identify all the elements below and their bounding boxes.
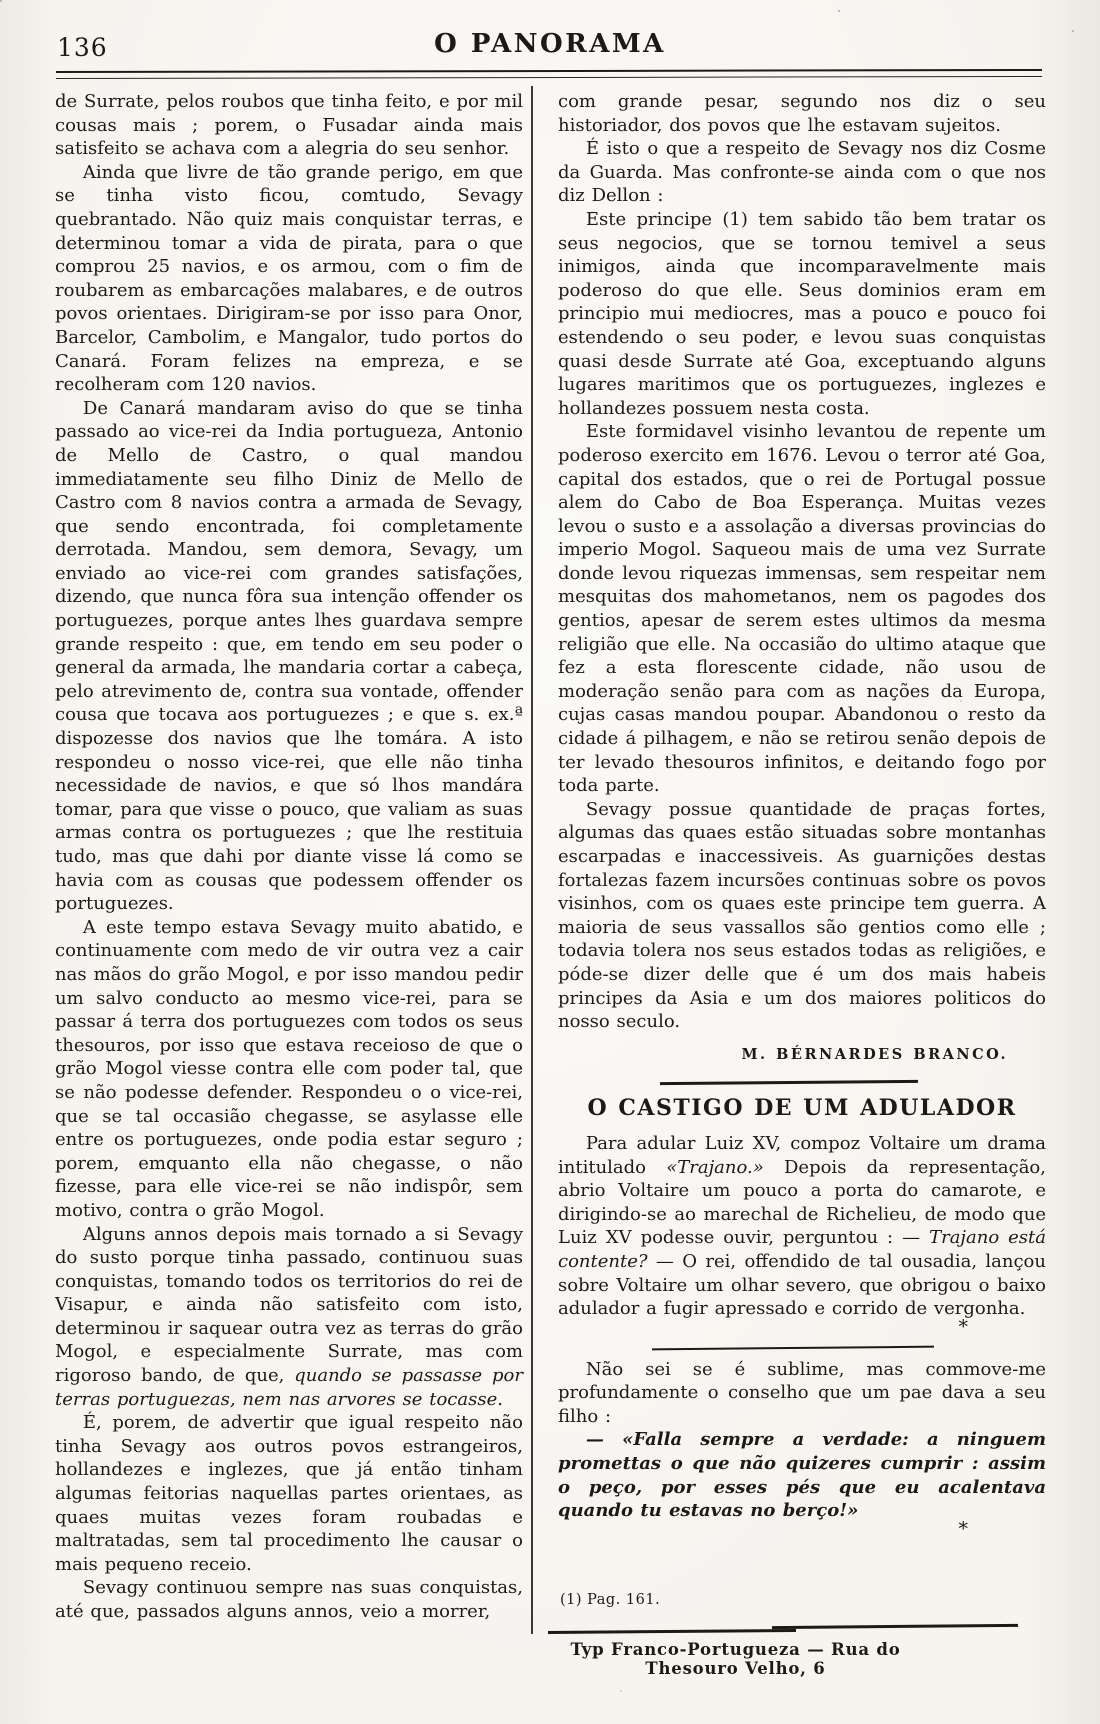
asterisk-mark: *: [958, 1517, 968, 1540]
italic-phrase: quando se passasse por terras portuguezas, nem nas arvores se tocasse.: [55, 1365, 523, 1410]
left-column: [55, 90, 523, 1624]
paragraph: De Canará mandaram aviso do que se tinha passado ao vice-rei da India portugueza, Antonio de Mello de Castro, o qual mandou immediatamente seu filho Diniz de Mello de Castro com 8 navios contra a armada de Sevagy, que sendo encontrada, foi completamente derrotada. Mandou, sem demora, Sevagy, um enviado ao vice-rei com grandes satisfações, dizendo, que nunca fôra sua intenção offender os portuguezes, porque antes lhes guardava sempre grande respeito : que, em tendo em seu poder o general da armada, lhe mandaria cortar a cabeça, pelo atrevimento de, contra sua vontade, offender cousa que tocava aos portuguezes ; e que s. ex.ª dispozesse dos navios que lhe tomára. A isto respondeu o nosso vice-rei, que elle não tinha necessidade de navios, e que só lhos mandára tomar, para que visse o pouco, que valiam as suas armas contra os portuguezes ; que lhe restituia tudo, mas que dahi por diante visse lá como se havia com as cousas que podessem offender os portuguezes.: [55, 397, 523, 915]
section-divider-rule: [652, 1345, 934, 1350]
paragraph-text: — O rei, offendido de tal ousadia, lançou sobre Voltaire um olhar severo, que obrigou o baixo adulador a fugir apressado e corrido de vergonha.: [558, 1250, 1046, 1320]
section-divider-rule: [660, 1080, 918, 1085]
paragraph: Este principe (1) tem sabido tão bem tratar os seus negocios, que se tornou temivel a seus inimigos, ainda que incomparavelmente mais poderoso do que elle. Seus dominios eram em principio mui mediocres, mas a pouco e pouco foi estendendo o seu poder, e levou suas conquistas quasi desde Surrate até Goa, exceptuando alguns lugares maritimos que os portuguezes, inglezes e hollandezes possuem nesta costa.: [558, 208, 1046, 419]
masthead-title: O PANORAMA: [434, 29, 666, 59]
page-number: 136: [57, 33, 108, 62]
column-divider-rule: [531, 86, 533, 1634]
right-column: [558, 90, 1046, 1586]
paragraph: Sevagy continuou sempre nas suas conquistas, até que, passados alguns annos, veio a morrer,: [55, 1577, 523, 1622]
paper-specks: [0, 0, 2, 2]
header-double-rule: [56, 69, 1042, 79]
paragraph: de Surrate, pelos roubos que tinha feito, e por mil cousas mais ; porem, o Fusadar ainda mais satisfeito se achava com a alegria do seu senhor.: [55, 91, 523, 160]
paragraph: É isto o que a respeito de Sevagy nos diz Cosme da Guarda. Mas confronte-se ainda com o que nos diz Dellon :: [558, 138, 1046, 207]
paragraph: com grande pesar, segundo nos diz o seu historiador, dos povos que lhe estavam sujeitos.: [558, 91, 1046, 136]
italic-quote: Trajano está contente?: [558, 1227, 1046, 1272]
paragraph-text: Alguns annos depois mais tornado a si Sevagy do susto porque tinha passado, continuou suas conquistas, tomando todos os territorios do rei de Visapur, e ainda não satisfeito com isto, determinou ir saquear outra vez as terras do grão Mogol, e especialmente Surrate, mas com rigoroso bando, de que,: [55, 1223, 523, 1387]
paragraph-text: Depois da representação, abrio Voltaire um pouco a porta do camarote, e dirigindo-se ao marechal de Richelieu, de modo que Luiz XV podesse ouvir, perguntou : —: [558, 1156, 1046, 1249]
article-heading: O CASTIGO DE UM ADULADOR: [587, 1095, 1017, 1122]
paragraph-text: Para adular Luiz XV, compoz Voltaire um drama intitulado: [558, 1132, 1046, 1178]
footer-rule: [772, 1624, 1018, 1629]
paragraph: É, porem, de advertir que igual respeito não tinha Sevagy aos outros povos estrangeiros, hollandezes e inglezes, que já então tinham algumas feitorias naquellas partes orientaes, as quaes muitas vezes foram roubadas e maltratadas, sem tal procedimento lhe causar o mais pequeno receio.: [55, 1412, 523, 1575]
paragraph: [55, 1223, 523, 1412]
paragraph: Este formidavel visinho levantou de repente um poderoso exercito em 1676. Levou o terror até Goa, capital dos estados, que o rei de Portugal possue alem do Cabo de Boa Esperança. Muitas vezes levou o susto e a assolação a diversas provincias do imperio Mogol. Saqueou mais de uma vez Surrate donde levou riquezas immensas, sem respeitar nem mesquitas dos mahometanos, nem os pagodes dos gentios, apesar de serem estes ultimos da mesma religião que elle. Na occasião do ultimo ataque que fez a esta florescente cidade, não usou de moderação senão para com as nações da Europa, cujas casas mandou poupar. Abandonou o resto da cidade á pilhagem, e não se retirou senão depois de ter levado thesouros infinitos, e deitando fogo por toda parte.: [558, 421, 1046, 797]
footer-rule: [548, 1629, 796, 1634]
paragraph: A este tempo estava Sevagy muito abatido, e continuamente com medo de vir outra vez a cair nas mãos do grão Mogol, e por isso mandou pedir um salvo conducto ao mesmo vice-rei, para se passar á terra dos portuguezes com todos os seus thesouros, por isso que estava receioso de que o grão Mogol viesse contra elle com poder tal, que se não podesse defender. Respondeu o o vice-rei, que se tal occasião chegasse, se asylasse elle entre os portuguezes, onde podia estar seguro ; porem, emquanto ella não chegasse, o não fizesse, para elle vice-rei se não indispôr, sem motivo, contra o grão Mogol.: [55, 916, 523, 1221]
paragraph: [558, 1132, 1046, 1321]
asterisk-mark: *: [958, 1315, 968, 1338]
italic-title: «Trajano.»: [666, 1156, 764, 1178]
block-quote: — «Falla sempre a verdade: a ninguem promettas o que não quizeres cumprir : assim o peço, por esses pés que eu acalentava quando tu estavas no berço!»: [558, 1429, 1046, 1522]
paragraph: Ainda que livre de tão grande perigo, em que se tinha visto ficou, comtudo, Sevagy quebrantado. Não quiz mais conquistar terras, e determinou tomar a vida de pirata, para o que comprou 25 navios, e os armou, com o fim de roubarem as embarcações malabares, e de outros povos orientaes. Dirigiram-se por isso para Onor, Barcelor, Cambolim, e Mangalor, tudo portos do Canará. Foram felizes na empreza, e se recolheram com 120 navios.: [55, 161, 523, 396]
author-signature: M. BÉRNARDES BRANCO.: [741, 1045, 1008, 1063]
footnote: (1) Pag. 161.: [560, 1592, 661, 1608]
printer-imprint: Typ Franco-Portugueza — Rua do Thesouro Velho, 6: [570, 1640, 901, 1678]
paragraph: Não sei se é sublime, mas commove-me profundamente o conselho que um pae dava a seu filho :: [558, 1358, 1046, 1427]
paragraph: Sevagy possue quantidade de praças fortes, algumas das quaes estão situadas sobre montanhas escarpadas e inaccessiveis. As guarnições destas fortalezas fazem incursões continuas sobre os povos visinhos, com os quaes este principe tem guerra. A maioria de seus vassallos são gentios como elle ; todavia tolera nos seus estados todas as religiões, e póde-se dizer delle que é um dos mais habeis principes da Asia e um dos maiores politicos do nosso seculo.: [558, 798, 1046, 1033]
